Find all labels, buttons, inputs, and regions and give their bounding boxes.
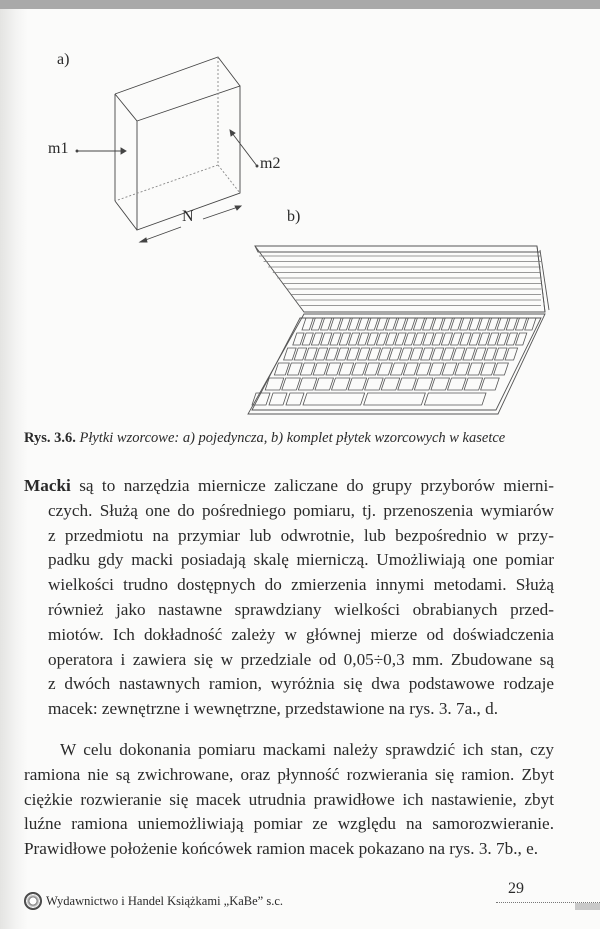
gauge-block-slot [452, 348, 465, 360]
gauge-block-slot [357, 348, 370, 360]
text-line: operatora i zawiera się w przedziale od 0,05÷0,3 mm. Zbudowane są [48, 649, 554, 669]
figure-panel-a-label: a) [57, 51, 70, 68]
case-tray [248, 314, 545, 414]
text-line: z dwóch nastawnych ramion, wyróżnia się dwa podstawowe rodzaje [48, 674, 554, 694]
page-footer [24, 892, 283, 910]
text-line: są to narzędzia miernicze zaliczane do grupy przyborów mierni- [70, 476, 554, 495]
gauge-block-slot [294, 348, 307, 360]
gauge-block-slot [274, 363, 289, 375]
gauge-block-slot [421, 348, 434, 360]
dimension-label-n: N [182, 208, 194, 225]
gauge-block-slot [468, 363, 483, 375]
figure-panel-b-label: b) [287, 208, 301, 225]
text-line: wielkości trudno dostępnych do zmierzenia innymi metodami. Służą [48, 575, 554, 595]
gauge-block-slot [348, 378, 367, 390]
gauge-block-slot [429, 363, 444, 375]
gauge-block-slot [473, 348, 486, 360]
text-line: ramiona nie są zwichrowane, oraz płynność rozwierania się ramion. Zbyt [24, 764, 554, 784]
dimension-label-m1: m1 [48, 140, 69, 157]
publisher-logo-icon [24, 892, 42, 910]
text-line: również jako nastawne sprawdziany wielkości obrabianych przed- [48, 599, 554, 619]
gauge-block-slot [410, 348, 423, 360]
gauge-block-slot [381, 378, 400, 390]
gauge-block-slot [495, 348, 508, 360]
gauge-block-slot [400, 348, 413, 360]
text-line: miotów. Ich dokładność zależy w głównej mierze od doświadczenia [48, 624, 554, 644]
caption-prefix: Rys. 3.6. [24, 430, 76, 446]
gauge-block-slot [298, 378, 317, 390]
gauge-block-slot [365, 363, 380, 375]
gauge-block-slot [282, 378, 301, 390]
gauge-block-slot [431, 348, 444, 360]
text-line: czych. Służą one do pośredniego pomiaru, tj. przenoszenia wymiarów [48, 500, 554, 520]
gauge-block-slot [269, 393, 287, 405]
gauge-block-slot [326, 363, 341, 375]
term-macki: Macki [24, 476, 71, 495]
gauge-block-slot [347, 348, 360, 360]
gauge-block-slot [398, 378, 417, 390]
gauge-block-slot [365, 378, 384, 390]
gauge-block-slot [336, 348, 349, 360]
gauge-block-slot [481, 378, 500, 390]
gauge-block-slot [447, 378, 466, 390]
gauge-block-slot [414, 378, 433, 390]
gauge-block-slot [331, 378, 350, 390]
caption-text: Płytki wzorcowe: a) pojedyncza, b) komplet płytek wzorcowych w kasetce [79, 430, 506, 446]
paragraph-measurement [24, 738, 554, 862]
page-edge-tab [575, 903, 600, 910]
gauge-block-slot [284, 348, 297, 360]
gauge-block-slot [379, 348, 392, 360]
gauge-block-slot [455, 363, 470, 375]
gauge-block-slot [484, 348, 497, 360]
gauge-block-slot [303, 393, 365, 405]
text-line: padku gdy macki posiadają skalę mierniczą. Umożliwiają one pomiar [48, 550, 554, 570]
gauge-block-slot [431, 378, 450, 390]
text-line: macek: zewnętrzne i wewnętrzne, przedstawione na rys. 3. 7a., d. [48, 699, 499, 719]
gauge-block-slot [505, 348, 518, 360]
gauge-block-slot [378, 363, 393, 375]
gauge-block-slot [464, 378, 483, 390]
gauge-block-slot [300, 363, 315, 375]
gauge-block-slot [442, 348, 455, 360]
gauge-block-slot [416, 363, 431, 375]
publisher-name: Wydawnictwo i Handel Książkami „KaBe” s.c. [46, 893, 284, 908]
gauge-block-slot [390, 363, 405, 375]
gauge-block-slot [364, 393, 426, 405]
gauge-block-slot [352, 363, 367, 375]
gauge-block-slot [326, 348, 339, 360]
gauge-block-slot [481, 363, 496, 375]
gauge-block-slot [494, 363, 509, 375]
gauge-block-slot [286, 393, 304, 405]
gauge-block-slot [442, 363, 457, 375]
gauge-block-slot [368, 348, 381, 360]
gauge-block-slot [287, 363, 302, 375]
text-line: ciężkie rozwieranie się macek utrudnia prawidłowe ich nastawienie, zbyt [24, 789, 554, 809]
gauge-block-case-drawing [0, 0, 600, 440]
gauge-block-slot [252, 393, 270, 405]
text-line: z przedmiotu na przymiar lub odwrotnie, lub bezpośrednio w przy- [48, 525, 554, 545]
gauge-block-slot [315, 348, 328, 360]
gauge-block-slot [305, 348, 318, 360]
gauge-block-slot [463, 348, 476, 360]
figure-caption [24, 430, 584, 447]
gauge-block-slot [403, 363, 418, 375]
gauge-block-slot [389, 348, 402, 360]
text-line: Prawidłowe położenie końcówek ramion macek pokazano na rys. 3. 7b., e. [24, 839, 539, 859]
gauge-block-slot [313, 363, 328, 375]
dimension-label-m2: m2 [260, 155, 281, 172]
paragraph-macki [24, 474, 554, 722]
gauge-block-slot [424, 393, 486, 405]
text-line: W celu dokonania pomiaru mackami należy sprawdzić ich stan, czy [60, 740, 554, 759]
gauge-block-slot [315, 378, 334, 390]
text-line: luźne ramiona uniemożliwiają pomiar ze względu na samorozwieranie. [24, 814, 554, 834]
gauge-block-slot [339, 363, 354, 375]
page-number: 29 [508, 880, 524, 897]
